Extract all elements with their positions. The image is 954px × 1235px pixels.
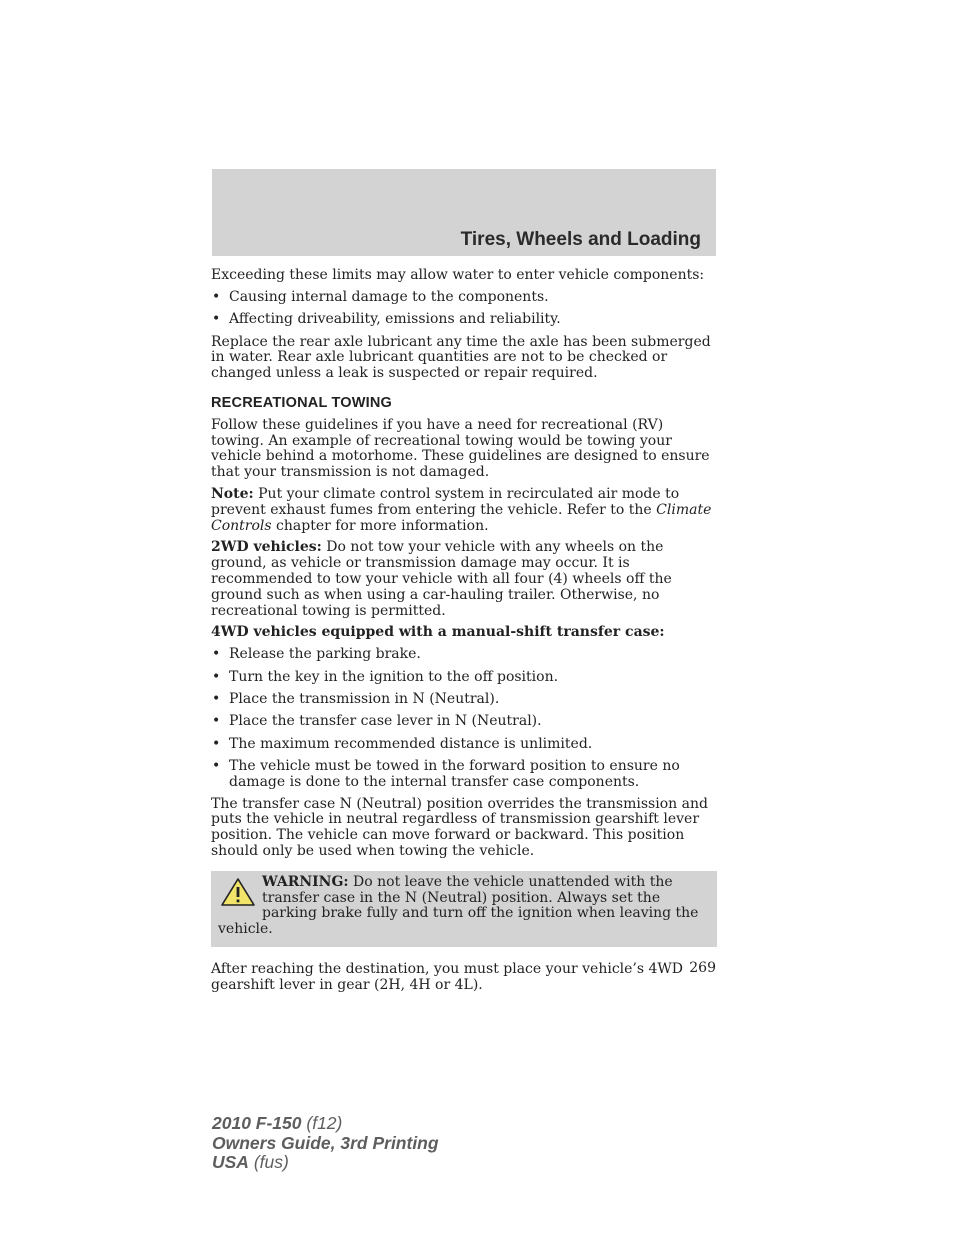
note-text: Put your climate control system in recirculated air mode to prevent exhaust fumes from entering the vehicle. Refer to the: [211, 485, 680, 518]
section-header-band: [212, 169, 716, 256]
warning-label: WARNING:: [262, 873, 349, 890]
replace-lubricant-paragraph: Replace the rear axle lubricant any time the axle has been submerged in water. Rear axle lubricant quantities are not to be checked or changed unless a leak is suspected or repair required.: [211, 333, 711, 382]
after-destination-paragraph: After reaching the destination, you must place your vehicle’s 4WD gearshift lever in gear (2H, 4H or 4L).: [211, 961, 684, 993]
intro-paragraph: Exceeding these limits may allow water to enter vehicle components:: [211, 267, 705, 283]
fourwd-bullet-list: [211, 647, 717, 791]
page-number: 269: [689, 960, 716, 976]
section-title: Tires, Wheels and Loading: [460, 229, 701, 250]
warning-box: [211, 871, 717, 947]
fourwd-heading: [211, 625, 717, 641]
footer-line-market: [212, 1153, 439, 1173]
warning-body: Do not leave the vehicle unattended with the transfer case in the N (Neutral) position. Always set the parking brake fully and turn off the ignition when leaving the vehicle.: [218, 873, 699, 938]
list-item: • Place the transmission in N (Neutral).: [211, 692, 717, 708]
list-item: • Causing internal damage to the components.: [211, 290, 717, 306]
footer-model: 2010 F-150: [212, 1113, 302, 1133]
twowd-text: Do not tow your vehicle with any wheels on the ground, as vehicle or transmission damage may occur. It is recommended to tow your vehicle with all four (4) wheels off the ground such as when using a car-hauling trailer. Otherwise, no recreational towing is permitted.: [211, 539, 672, 619]
twowd-label: 2WD vehicles:: [211, 539, 322, 556]
climate-controls-reference: Climate Controls: [211, 501, 712, 534]
twowd-paragraph: [211, 540, 717, 619]
warning-triangle-icon: [220, 877, 256, 907]
footer-line-model: [212, 1114, 439, 1134]
list-item: • The vehicle must be towed in the forward position to ensure no damage is done to the internal transfer case components.: [211, 759, 717, 791]
page-content: [211, 268, 717, 1000]
fourwd-heading-text: 4WD vehicles equipped with a manual-shift transfer case:: [211, 624, 665, 641]
warning-text: [218, 875, 709, 938]
list-item: • Place the transfer case lever in N (Neutral).: [211, 714, 717, 730]
footer-line-guide: Owners Guide, 3rd Printing: [212, 1132, 439, 1153]
recreational-towing-heading: RECREATIONAL TOWING: [211, 394, 393, 411]
neutral-position-paragraph: The transfer case N (Neutral) position overrides the transmission and puts the vehicle in neutral regardless of transmission gearshift lever position. The vehicle can move forward or backward. This position should only be used when towing the vehicle.: [211, 795, 708, 860]
intro-bullet-list: [211, 290, 717, 328]
note-tail: chapter for more information.: [271, 517, 489, 534]
footer-market-code: (fus): [248, 1152, 289, 1172]
list-item: • Turn the key in the ignition to the off position.: [211, 670, 717, 686]
note-paragraph: [211, 487, 717, 534]
list-item: • The maximum recommended distance is unlimited.: [211, 737, 717, 753]
rv-guidelines-paragraph: Follow these guidelines if you have a need for recreational (RV) towing. An example of recreational towing would be towing your vehicle behind a motorhome. These guidelines are designed to ensure that your transmission is not damaged.: [211, 416, 710, 481]
list-item: • Release the parking brake.: [211, 647, 717, 663]
list-item: • Affecting driveability, emissions and reliability.: [211, 312, 717, 328]
footer: [212, 1114, 439, 1173]
footer-model-code: (f12): [301, 1113, 343, 1133]
footer-market: USA: [212, 1152, 249, 1172]
note-label: Note:: [211, 485, 254, 502]
